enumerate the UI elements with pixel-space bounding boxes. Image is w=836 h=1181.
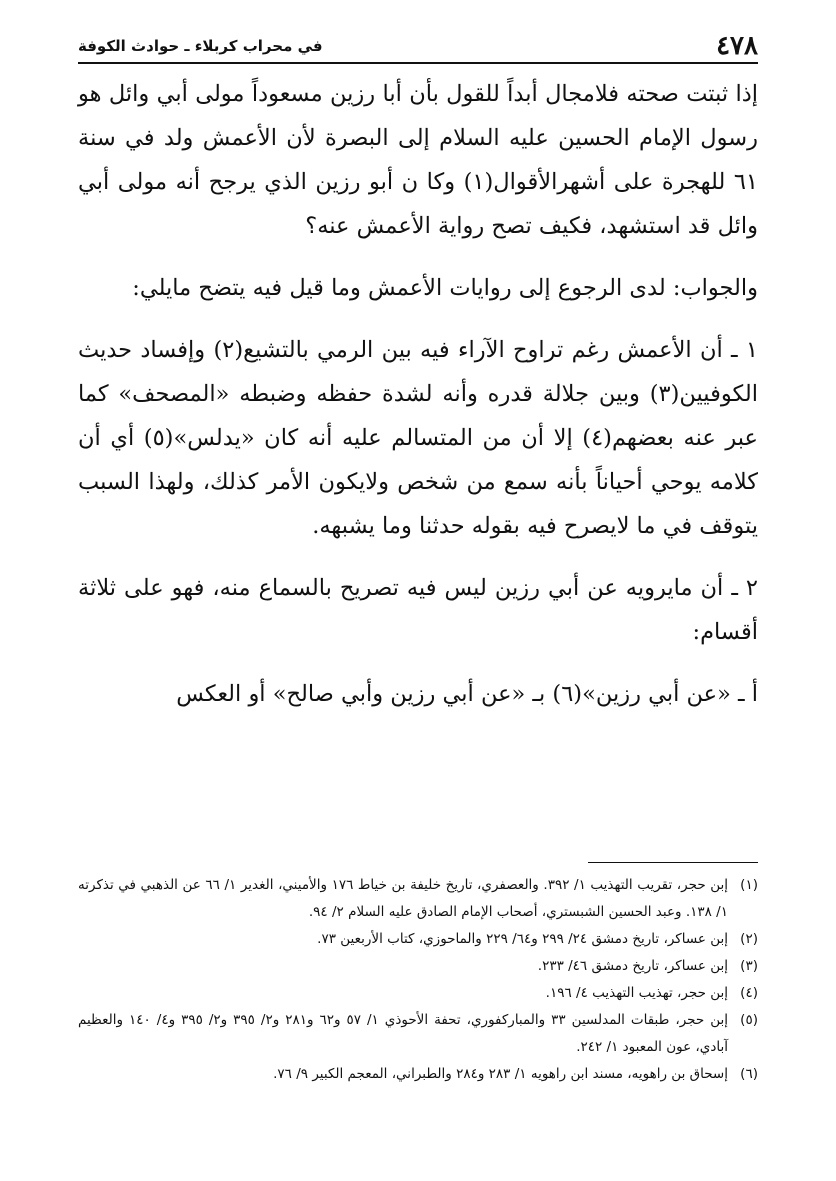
footnote-text: إبن عساكر، تاريخ دمشق ٢٤/ ٢٩٩ و٦٤/ ٢٢٩ والماحوزي، كتاب الأربعين ٧٣. xyxy=(317,931,728,947)
paragraph: والجواب: لدى الرجوع إلى روايات الأعمش وما قيل فيه يتضح مايلي: xyxy=(132,275,758,301)
footnote-text: إبن عساكر، تاريخ دمشق ٤٦/ ٢٣٣. xyxy=(537,958,728,974)
footnote-number: (٣) xyxy=(740,958,758,974)
footnote xyxy=(78,872,758,926)
footnote-text: إبن حجر، طبقات المدلسين ٣٣ والمباركفوري، تحفة الأحوذي ١/ ٥٧ و٦٢ و٢٨١ و٢/ ٣٩٥ و٢/ ٣٩٥ و٤/ ١٤٠ والعظيم آبادي، عون المعبود ١/ ٢٤٢. xyxy=(78,1012,728,1055)
footnote-number: (٥) xyxy=(740,1012,758,1028)
footnote xyxy=(78,980,758,1007)
footnote-text: إسحاق بن راهويه، مسند ابن راهويه ١/ ٢٨٣ و٢٨٤ والطبراني، المعجم الكبير ٩/ ٧٦. xyxy=(273,1066,728,1082)
footnote-number: (٦) xyxy=(740,1066,758,1082)
footnote-number: (٤) xyxy=(740,985,758,1001)
page-header xyxy=(78,30,758,64)
footnote xyxy=(78,953,758,980)
footnote-text: إبن حجر، تهذيب التهذيب ٤/ ١٩٦. xyxy=(545,985,728,1001)
page-number: ٤٧٨ xyxy=(716,31,758,61)
footnote-number: (١) xyxy=(740,877,758,893)
footnote xyxy=(78,926,758,953)
footnote-divider xyxy=(588,862,758,863)
footnote xyxy=(78,1007,758,1061)
main-text xyxy=(78,72,758,734)
paragraph: ٢ ـ أن مايرويه عن أبي رزين ليس فيه تصريح بالسماع منه، فهو على ثلاثة أقسام: xyxy=(78,575,758,645)
footnotes xyxy=(78,872,758,1088)
paragraph: أ ـ «عن أبي رزين»(٦) بـ «عن أبي رزين وأبي صالح» أو العكس xyxy=(176,681,758,707)
footnote-number: (٢) xyxy=(740,931,758,947)
footnote xyxy=(78,1061,758,1088)
paragraph: ١ ـ أن الأعمش رغم تراوح الآراء فيه بين الرمي بالتشيع(٢) وإفساد حديث الكوفيين(٣) وبين جلالة قدره وأنه لشدة حفظه وضبطه «المصحف» كما عبر عنه بعضهم(٤) إلا أن من المتسالم عليه أنه كان «يدلس»(٥) أي أن كلامه يوحي أحياناً بأنه سمع من شخص ولايكون الأمر كذلك، ولهذا السبب يتوقف في ما لايصرح فيه بقوله حدثنا وما يشبهه. xyxy=(78,337,758,539)
footnote-text: إبن حجر، تقريب التهذيب ١/ ٣٩٢. والعصفري، تاريخ خليفة بن خياط ١٧٦ والأميني، الغدير ١/ ٦٦ عن الذهبي في تذكرته ١/ ١٣٨. وعبد الحسين الشبستري، أصحاب الإمام الصادق عليه السلام ٢/ ٩٤. xyxy=(78,877,729,920)
running-title: في محراب كربلاء ـ حوادث الكوفة xyxy=(78,37,323,55)
paragraph: إذا ثبتت صحته فلامجال أبداً للقول بأن أبا رزين مسعوداً مولى أبي وائل هو رسول الإمام الحسين عليه السلام إلى البصرة لأن الأعمش ولد في سنة ٦١ للهجرة على أشهرالأقوال(١) وكا ن أبو رزين الذي يرجح أنه مولى أبي وائل قد استشهد، فكيف تصح رواية الأعمش عنه؟ xyxy=(78,81,758,239)
